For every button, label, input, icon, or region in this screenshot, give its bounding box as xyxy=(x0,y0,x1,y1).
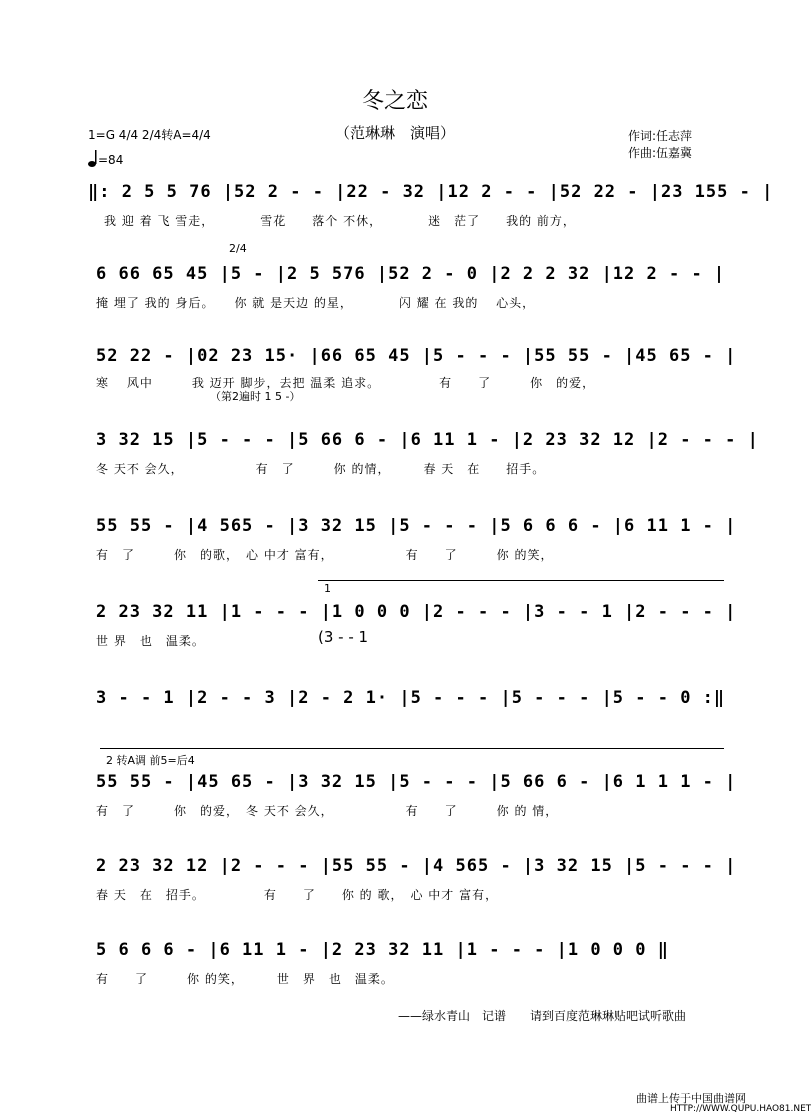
first-ending-bottom-notes: (3 - - 1 xyxy=(318,628,369,646)
music-row: 2 23 32 12 |2 - - - |55 55 - |4 565 - |3 32 15 |5 - - - | xyxy=(96,856,737,876)
lyric-row: 掩 埋了 我的 身后。 你 就 是天边 的星， 闪 耀 在 我的 心头， xyxy=(96,296,536,310)
lyric-row: 我 迎 着 飞 雪走， 雪花 落个 不休， 迷 茫了 我的 前方， xyxy=(104,214,576,228)
music-row: ‖: 2 5 5 76 |52 2 - - |22 - 32 |12 2 - - |52 22 - |23 155 - | xyxy=(88,182,774,202)
second-ending-bracket xyxy=(100,748,724,749)
lyric-row: 有 了 你 的笑， 世 界 也 温柔。 xyxy=(96,972,394,986)
performer-subtitle: （范琳琳 演唱） xyxy=(334,124,455,142)
key-signature: 1=G 4/4 2/4转A=4/4 xyxy=(88,128,211,142)
transcriber-credit: ——绿水青山 记谱 请到百度范琳琳贴吧试听歌曲 xyxy=(398,1009,687,1023)
first-ending-marker: 1 xyxy=(324,582,331,595)
music-row: 3 - - 1 |2 - - 3 |2 - 2 1· |5 - - - |5 - - - |5 - - 0 :‖ xyxy=(96,688,726,708)
music-row: 5 6 6 6 - |6 11 1 - |2 23 32 11 |1 - - - |1 0 0 0 ‖ xyxy=(96,940,669,960)
site-watermark-url: HTTP://WWW.QUPU.HAO81.NET xyxy=(670,1104,811,1114)
lyric-row: 世 界 也 温柔。 xyxy=(96,634,205,648)
site-watermark: 曲谱上传于中国曲谱网 xyxy=(636,1092,746,1105)
tempo-marking xyxy=(88,150,123,168)
lyric-row: 春 天 在 招手。 有 了 你 的 歌， 心 中才 富有， xyxy=(96,888,499,902)
music-row: 55 55 - |45 65 - |3 32 15 |5 - - - |5 66 6 - |6 1 1 1 - | xyxy=(96,772,737,792)
song-title: 冬之恋 xyxy=(361,89,428,114)
lyric-row: 有 了 你 的歌， 心 中才 富有， 有 了 你 的笑， xyxy=(96,548,554,562)
music-row: 2 23 32 11 |1 - - - |1 0 0 0 |2 - - - |3 - - 1 |2 - - - | xyxy=(96,602,737,622)
music-row: 3 32 15 |5 - - - |5 66 6 - |6 11 1 - |2 23 32 12 |2 - - - | xyxy=(96,430,759,450)
first-ending-bracket xyxy=(318,580,724,581)
second-ending-note: （第2遍时 1 5 -） xyxy=(210,390,301,403)
composer-credit: 作曲:伍嘉冀 xyxy=(628,146,693,160)
meter-change-marker: 2/4 xyxy=(229,242,247,255)
music-row: 55 55 - |4 565 - |3 32 15 |5 - - - |5 6 6 6 - |6 11 1 - | xyxy=(96,516,737,536)
lyric-row: 寒 风中 我 迈开 脚步，去把 温柔 追求。 有 了 你 的爱， xyxy=(96,376,596,390)
lyric-row: 有 了 你 的爱， 冬 天不 会久， 有 了 你 的 情， xyxy=(96,804,559,818)
tempo-value: =84 xyxy=(98,153,124,167)
music-row: 52 22 - |02 23 15· |66 65 45 |5 - - - |55 55 - |45 65 - | xyxy=(96,346,737,366)
quarter-note-icon xyxy=(88,150,98,168)
music-row: 6 66 65 45 |5 - |2 5 576 |52 2 - 0 |2 2 2 32 |12 2 - - | xyxy=(96,264,726,284)
lyric-row: 冬 天不 会久， 有 了 你 的情， 春 天 在 招手。 xyxy=(96,462,546,476)
lyricist-credit: 作词:任志萍 xyxy=(628,129,693,143)
second-ending-marker: 2 转A调 前5=后4 xyxy=(106,754,195,767)
